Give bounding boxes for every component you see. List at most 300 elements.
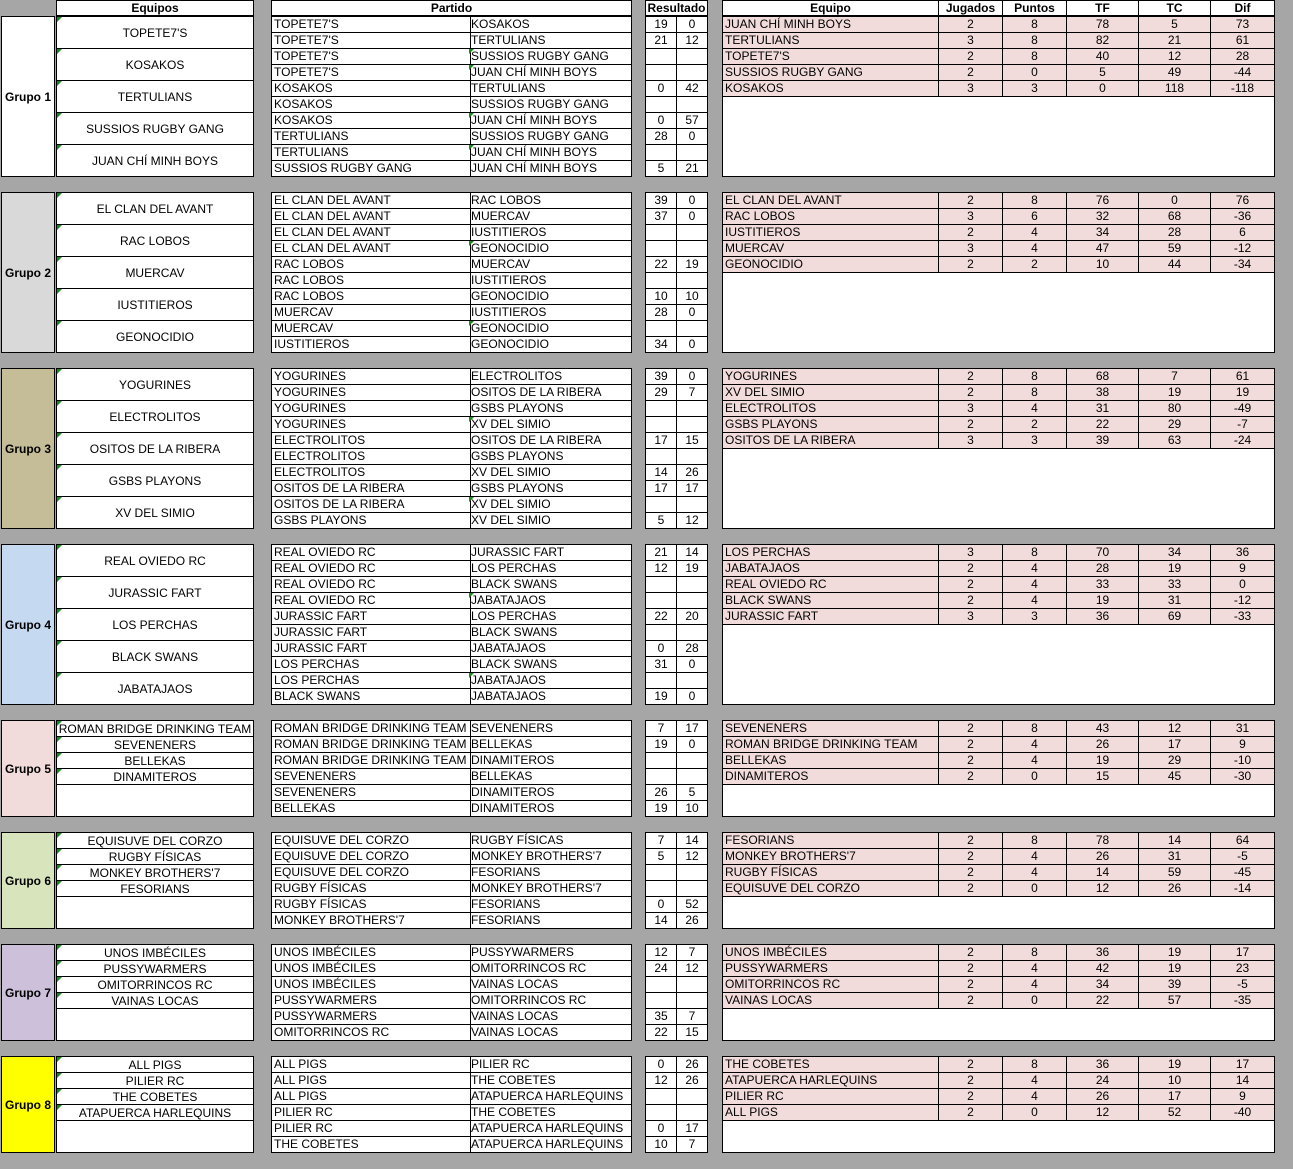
standing-tc[interactable]: 69	[1139, 609, 1211, 624]
standing-j[interactable]: 2	[939, 1073, 1003, 1088]
score-away[interactable]	[677, 273, 707, 288]
match-team-home[interactable]: EQUISUVE DEL CORZO	[272, 865, 471, 880]
standing-p[interactable]: 3	[1003, 433, 1067, 448]
score-away[interactable]: 52	[685, 897, 699, 911]
standing-j[interactable]: 2	[939, 753, 1003, 768]
team-cell[interactable]: UNOS IMBÉCILES	[56, 944, 254, 961]
standing-team[interactable]: GSBS PLAYONS	[723, 417, 939, 432]
team-cell[interactable]: OSITOS DE LA RIBERA	[56, 432, 254, 465]
match-team-away[interactable]: DINAMITEROS	[471, 753, 555, 767]
score-away[interactable]: 12	[685, 961, 699, 975]
team-cell[interactable]: ELECTROLITOS	[56, 400, 254, 433]
score-away[interactable]: 12	[685, 33, 699, 47]
score-home[interactable]: 12	[646, 1073, 677, 1088]
standing-team[interactable]: ROMAN BRIDGE DRINKING TEAM	[723, 737, 939, 752]
standing-team[interactable]: LOS PERCHAS	[723, 545, 939, 560]
score-home[interactable]: 0	[646, 897, 677, 912]
standing-j[interactable]: 3	[939, 545, 1003, 560]
standing-team[interactable]: RUGBY FÍSICAS	[723, 865, 939, 880]
match-team-away[interactable]: PILIER RC	[471, 1057, 530, 1071]
standing-tc[interactable]: 118	[1139, 81, 1211, 96]
score-away[interactable]: 7	[688, 945, 696, 959]
score-away[interactable]	[677, 145, 707, 160]
standing-tc[interactable]: 33	[1139, 577, 1211, 592]
standing-p[interactable]: 8	[1003, 945, 1067, 960]
match-team-home[interactable]: ELECTROLITOS	[272, 433, 471, 448]
score-away[interactable]: 0	[688, 689, 696, 703]
standing-tc[interactable]: 19	[1139, 1057, 1211, 1072]
score-away[interactable]: 7	[688, 1009, 696, 1023]
match-team-away[interactable]: GEONOCIDIO	[471, 289, 550, 303]
match-team-home[interactable]: IUSTITIEROS	[272, 337, 471, 352]
standing-team[interactable]: ATAPUERCA HARLEQUINS	[723, 1073, 939, 1088]
standing-p[interactable]: 0	[1003, 881, 1067, 896]
match-team-away[interactable]: SUSSIOS RUGBY GANG	[471, 97, 609, 111]
score-away[interactable]: 12	[685, 513, 699, 527]
match-team-home[interactable]: SEVENENERS	[272, 769, 471, 784]
score-home[interactable]: 7	[646, 721, 677, 736]
match-team-home[interactable]: RAC LOBOS	[272, 257, 471, 272]
match-team-home[interactable]: EL CLAN DEL AVANT	[272, 241, 471, 256]
team-cell[interactable]: THE COBETES	[56, 1088, 254, 1105]
match-team-away[interactable]: IUSTITIEROS	[471, 273, 547, 287]
team-cell[interactable]: VAINAS LOCAS	[56, 992, 254, 1009]
standing-tf[interactable]: 15	[1067, 769, 1139, 784]
standing-dif[interactable]: -7	[1237, 417, 1248, 431]
standing-team[interactable]: EL CLAN DEL AVANT	[723, 193, 939, 208]
score-home[interactable]	[646, 417, 677, 432]
standing-dif[interactable]: -44	[1233, 65, 1252, 79]
score-home[interactable]: 24	[646, 961, 677, 976]
standing-dif[interactable]: 61	[1235, 369, 1250, 383]
match-team-home[interactable]: LOS PERCHAS	[272, 673, 471, 688]
standing-p[interactable]: 3	[1003, 609, 1067, 624]
standing-dif[interactable]: 36	[1235, 545, 1250, 559]
standing-j[interactable]: 2	[939, 993, 1003, 1008]
standing-tf[interactable]: 68	[1067, 369, 1139, 384]
standing-tc[interactable]: 21	[1139, 33, 1211, 48]
score-home[interactable]: 0	[646, 81, 677, 96]
team-cell[interactable]: BLACK SWANS	[56, 640, 254, 673]
score-away[interactable]: 15	[685, 1025, 699, 1039]
standing-p[interactable]: 4	[1003, 961, 1067, 976]
match-team-away[interactable]: SUSSIOS RUGBY GANG	[471, 129, 609, 143]
score-home[interactable]	[646, 1089, 677, 1104]
match-team-home[interactable]: PUSSYWARMERS	[272, 1009, 471, 1024]
score-away[interactable]	[677, 225, 707, 240]
match-team-home[interactable]: GSBS PLAYONS	[272, 513, 471, 528]
standing-tf[interactable]: 42	[1067, 961, 1139, 976]
match-team-home[interactable]: LOS PERCHAS	[272, 657, 471, 672]
score-away[interactable]: 15	[685, 433, 699, 447]
score-home[interactable]: 0	[646, 113, 677, 128]
standing-p[interactable]: 8	[1003, 721, 1067, 736]
match-team-away[interactable]: DINAMITEROS	[471, 785, 555, 799]
standing-team[interactable]: PILIER RC	[723, 1089, 939, 1104]
standing-tc[interactable]: 14	[1139, 833, 1211, 848]
standing-team[interactable]: ALL PIGS	[723, 1105, 939, 1120]
match-team-away[interactable]: OSITOS DE LA RIBERA	[471, 433, 602, 447]
standing-p[interactable]: 8	[1003, 49, 1067, 64]
standing-dif[interactable]: 6	[1239, 225, 1246, 239]
score-home[interactable]	[646, 753, 677, 768]
match-team-home[interactable]: KOSAKOS	[272, 113, 471, 128]
match-team-away[interactable]: TERTULIANS	[471, 81, 546, 95]
standing-tf[interactable]: 12	[1067, 1105, 1139, 1120]
standing-j[interactable]: 2	[939, 977, 1003, 992]
match-team-away[interactable]: BLACK SWANS	[471, 625, 558, 639]
standing-team[interactable]: BELLEKAS	[723, 753, 939, 768]
standing-dif[interactable]: 0	[1239, 577, 1246, 591]
score-away[interactable]	[677, 1105, 707, 1120]
team-cell[interactable]: SEVENENERS	[56, 736, 254, 753]
match-team-away[interactable]: RUGBY FÍSICAS	[471, 833, 564, 847]
standing-j[interactable]: 2	[939, 737, 1003, 752]
standing-p[interactable]: 4	[1003, 1089, 1067, 1104]
match-team-home[interactable]: EL CLAN DEL AVANT	[272, 193, 471, 208]
standing-p[interactable]: 0	[1003, 1105, 1067, 1120]
match-team-away[interactable]: LOS PERCHAS	[471, 561, 557, 575]
match-team-away[interactable]: BLACK SWANS	[471, 657, 558, 671]
team-cell[interactable]: RUGBY FÍSICAS	[56, 848, 254, 865]
standing-j[interactable]: 2	[939, 385, 1003, 400]
score-away[interactable]: 21	[685, 161, 699, 175]
standing-team[interactable]: JUAN CHÍ MINH BOYS	[723, 17, 939, 32]
team-cell[interactable]: MUERCAV	[56, 256, 254, 289]
standing-j[interactable]: 2	[939, 769, 1003, 784]
score-home[interactable]	[646, 449, 677, 464]
match-team-away[interactable]: THE COBETES	[471, 1105, 556, 1119]
score-home[interactable]: 0	[646, 1057, 677, 1072]
standing-dif[interactable]: 9	[1239, 737, 1246, 751]
team-cell[interactable]: LOS PERCHAS	[56, 608, 254, 641]
match-team-home[interactable]: ELECTROLITOS	[272, 449, 471, 464]
match-team-home[interactable]: ROMAN BRIDGE DRINKING TEAM	[272, 753, 471, 768]
team-cell[interactable]: SUSSIOS RUGBY GANG	[56, 112, 254, 145]
standing-dif[interactable]: -30	[1233, 769, 1252, 783]
standing-dif[interactable]: 9	[1239, 561, 1246, 575]
standing-p[interactable]: 0	[1003, 993, 1067, 1008]
score-home[interactable]: 34	[646, 337, 677, 352]
score-away[interactable]: 28	[685, 641, 699, 655]
team-cell[interactable]: EL CLAN DEL AVANT	[56, 192, 254, 225]
standing-tc[interactable]: 5	[1139, 17, 1211, 32]
standing-tf[interactable]: 82	[1067, 33, 1139, 48]
match-team-home[interactable]: ROMAN BRIDGE DRINKING TEAM	[272, 737, 471, 752]
score-home[interactable]: 5	[646, 513, 677, 528]
standing-dif[interactable]: -5	[1237, 977, 1248, 991]
standing-j[interactable]: 2	[939, 577, 1003, 592]
score-away[interactable]: 7	[688, 1137, 696, 1151]
score-away[interactable]: 0	[688, 305, 696, 319]
match-team-away[interactable]: JURASSIC FART	[471, 545, 565, 559]
standing-j[interactable]: 2	[939, 561, 1003, 576]
team-cell[interactable]: PUSSYWARMERS	[56, 960, 254, 977]
match-team-away[interactable]: SUSSIOS RUGBY GANG	[469, 49, 632, 64]
score-home[interactable]	[646, 673, 677, 688]
team-cell[interactable]: TOPETE7'S	[56, 16, 254, 49]
standing-dif[interactable]: -40	[1233, 1105, 1252, 1119]
score-home[interactable]	[646, 321, 677, 336]
standing-p[interactable]: 2	[1003, 257, 1067, 272]
match-team-home[interactable]: SEVENENERS	[272, 785, 471, 800]
standing-tf[interactable]: 78	[1067, 833, 1139, 848]
match-team-home[interactable]: MUERCAV	[272, 305, 471, 320]
standing-tf[interactable]: 0	[1067, 81, 1139, 96]
score-away[interactable]	[677, 417, 707, 432]
match-team-away[interactable]: IUSTITIEROS	[471, 225, 547, 239]
match-team-away[interactable]: JUAN CHÍ MINH BOYS	[469, 113, 632, 128]
standing-dif[interactable]: 19	[1235, 385, 1250, 399]
standing-tc[interactable]: 19	[1139, 385, 1211, 400]
standing-tc[interactable]: 80	[1139, 401, 1211, 416]
match-team-home[interactable]: TOPETE7'S	[272, 33, 471, 48]
score-away[interactable]: 10	[685, 289, 699, 303]
match-team-away[interactable]: MONKEY BROTHERS'7	[471, 849, 602, 863]
standing-tf[interactable]: 34	[1067, 977, 1139, 992]
standing-tc[interactable]: 28	[1139, 225, 1211, 240]
match-team-home[interactable]: ALL PIGS	[272, 1073, 471, 1088]
standing-tf[interactable]: 32	[1067, 209, 1139, 224]
score-away[interactable]: 0	[688, 193, 696, 207]
team-cell[interactable]: DINAMITEROS	[56, 768, 254, 785]
team-cell[interactable]: OMITORRINCOS RC	[56, 976, 254, 993]
standing-tf[interactable]: 26	[1067, 849, 1139, 864]
match-team-home[interactable]: JURASSIC FART	[272, 641, 471, 656]
standing-tc[interactable]: 17	[1139, 1089, 1211, 1104]
match-team-home[interactable]: UNOS IMBÉCILES	[272, 977, 471, 992]
standing-p[interactable]: 4	[1003, 561, 1067, 576]
team-cell[interactable]: ATAPUERCA HARLEQUINS	[56, 1104, 254, 1121]
match-team-home[interactable]: MUERCAV	[272, 321, 471, 336]
standing-p[interactable]: 4	[1003, 577, 1067, 592]
match-team-away[interactable]: LOS PERCHAS	[471, 609, 557, 623]
score-home[interactable]: 19	[646, 801, 677, 816]
match-team-home[interactable]: ELECTROLITOS	[272, 465, 471, 480]
standing-tc[interactable]: 19	[1139, 561, 1211, 576]
match-team-away[interactable]: MONKEY BROTHERS'7	[471, 881, 602, 895]
score-home[interactable]	[646, 145, 677, 160]
standing-team[interactable]: PUSSYWARMERS	[723, 961, 939, 976]
standing-tf[interactable]: 36	[1067, 945, 1139, 960]
score-home[interactable]	[646, 625, 677, 640]
score-home[interactable]: 10	[646, 289, 677, 304]
standing-j[interactable]: 2	[939, 881, 1003, 896]
score-away[interactable]: 42	[685, 81, 699, 95]
standing-p[interactable]: 8	[1003, 545, 1067, 560]
standing-dif[interactable]: 73	[1235, 17, 1250, 31]
match-team-away[interactable]: VAINAS LOCAS	[471, 1009, 559, 1023]
score-home[interactable]: 21	[646, 545, 677, 560]
standing-j[interactable]: 3	[939, 81, 1003, 96]
score-away[interactable]: 0	[688, 209, 696, 223]
score-away[interactable]: 7	[688, 385, 696, 399]
score-home[interactable]	[646, 401, 677, 416]
match-team-home[interactable]: ALL PIGS	[272, 1057, 471, 1072]
score-home[interactable]: 22	[646, 1025, 677, 1040]
standing-dif[interactable]: -14	[1233, 881, 1252, 895]
score-home[interactable]	[646, 65, 677, 80]
score-home[interactable]: 28	[646, 129, 677, 144]
team-cell[interactable]: TERTULIANS	[56, 80, 254, 113]
score-away[interactable]: 19	[685, 257, 699, 271]
match-team-away[interactable]: BLACK SWANS	[471, 577, 558, 591]
match-team-home[interactable]: UNOS IMBÉCILES	[272, 961, 471, 976]
score-away[interactable]	[677, 593, 707, 608]
standing-team[interactable]: SEVENENERS	[723, 721, 939, 736]
match-team-home[interactable]: REAL OVIEDO RC	[272, 593, 471, 608]
score-away[interactable]: 26	[685, 1057, 699, 1071]
standing-team[interactable]: MONKEY BROTHERS'7	[723, 849, 939, 864]
score-away[interactable]	[677, 65, 707, 80]
score-home[interactable]	[646, 49, 677, 64]
score-home[interactable]: 22	[646, 609, 677, 624]
standing-tc[interactable]: 19	[1139, 945, 1211, 960]
match-team-away[interactable]: VAINAS LOCAS	[471, 1025, 559, 1039]
standing-tf[interactable]: 26	[1067, 737, 1139, 752]
score-away[interactable]	[677, 769, 707, 784]
match-team-home[interactable]: ROMAN BRIDGE DRINKING TEAM	[272, 721, 471, 736]
standing-tf[interactable]: 47	[1067, 241, 1139, 256]
match-team-home[interactable]: YOGURINES	[272, 401, 471, 416]
score-home[interactable]: 28	[646, 305, 677, 320]
team-cell[interactable]: JURASSIC FART	[56, 576, 254, 609]
standing-dif[interactable]: -35	[1233, 993, 1252, 1007]
standing-j[interactable]: 3	[939, 401, 1003, 416]
match-team-home[interactable]: TERTULIANS	[272, 129, 471, 144]
score-away[interactable]: 17	[685, 721, 699, 735]
team-cell[interactable]: YOGURINES	[56, 368, 254, 401]
standing-dif[interactable]: 17	[1235, 945, 1250, 959]
standing-p[interactable]: 4	[1003, 225, 1067, 240]
standing-team[interactable]: FESORIANS	[723, 833, 939, 848]
score-away[interactable]: 0	[688, 657, 696, 671]
match-team-away[interactable]: OMITORRINCOS RC	[471, 993, 587, 1007]
standing-team[interactable]: VAINAS LOCAS	[723, 993, 939, 1008]
match-team-home[interactable]: YOGURINES	[272, 385, 471, 400]
score-home[interactable]	[646, 497, 677, 512]
score-away[interactable]: 17	[685, 1121, 699, 1135]
standing-tc[interactable]: 59	[1139, 241, 1211, 256]
standing-tf[interactable]: 40	[1067, 49, 1139, 64]
score-home[interactable]	[646, 977, 677, 992]
standing-j[interactable]: 2	[939, 945, 1003, 960]
standing-tc[interactable]: 63	[1139, 433, 1211, 448]
score-home[interactable]: 19	[646, 737, 677, 752]
standing-dif[interactable]: -33	[1233, 609, 1252, 623]
match-team-home[interactable]: RUGBY FÍSICAS	[272, 897, 471, 912]
score-away[interactable]	[677, 497, 707, 512]
standing-j[interactable]: 2	[939, 1057, 1003, 1072]
standing-team[interactable]: YOGURINES	[723, 369, 939, 384]
standing-dif[interactable]: 14	[1235, 1073, 1250, 1087]
standing-dif[interactable]: 76	[1235, 193, 1250, 207]
match-team-home[interactable]: TOPETE7'S	[272, 17, 471, 32]
standing-tf[interactable]: 31	[1067, 401, 1139, 416]
match-team-away[interactable]: ATAPUERCA HARLEQUINS	[471, 1121, 624, 1135]
standing-p[interactable]: 4	[1003, 401, 1067, 416]
score-home[interactable]: 39	[646, 193, 677, 208]
standing-p[interactable]: 4	[1003, 753, 1067, 768]
match-team-home[interactable]: JURASSIC FART	[272, 625, 471, 640]
standing-j[interactable]: 2	[939, 193, 1003, 208]
score-home[interactable]: 19	[646, 689, 677, 704]
standing-tf[interactable]: 24	[1067, 1073, 1139, 1088]
standing-p[interactable]: 4	[1003, 241, 1067, 256]
score-home[interactable]: 14	[646, 913, 677, 928]
standing-tf[interactable]: 34	[1067, 225, 1139, 240]
match-team-home[interactable]: RAC LOBOS	[272, 273, 471, 288]
match-team-away[interactable]: JABATAJAOS	[471, 689, 546, 703]
standing-dif[interactable]: -12	[1233, 593, 1252, 607]
standing-p[interactable]: 4	[1003, 1073, 1067, 1088]
match-team-home[interactable]: TOPETE7'S	[272, 65, 471, 80]
score-home[interactable]: 17	[646, 433, 677, 448]
standing-tc[interactable]: 7	[1139, 369, 1211, 384]
standing-tc[interactable]: 45	[1139, 769, 1211, 784]
standing-dif[interactable]: -10	[1233, 753, 1252, 767]
score-home[interactable]: 14	[646, 465, 677, 480]
score-home[interactable]: 26	[646, 785, 677, 800]
score-home[interactable]	[646, 273, 677, 288]
score-away[interactable]: 14	[685, 833, 699, 847]
standing-team[interactable]: REAL OVIEDO RC	[723, 577, 939, 592]
match-team-home[interactable]: PILIER RC	[272, 1121, 471, 1136]
score-home[interactable]: 5	[646, 161, 677, 176]
standing-tc[interactable]: 39	[1139, 977, 1211, 992]
team-cell[interactable]: GEONOCIDIO	[56, 320, 254, 353]
score-away[interactable]: 19	[685, 561, 699, 575]
standing-dif[interactable]: -12	[1233, 241, 1252, 255]
standing-tc[interactable]: 68	[1139, 209, 1211, 224]
match-team-away[interactable]: GSBS PLAYONS	[471, 481, 564, 495]
standing-tc[interactable]: 31	[1139, 593, 1211, 608]
standing-team[interactable]: XV DEL SIMIO	[723, 385, 939, 400]
standing-p[interactable]: 8	[1003, 833, 1067, 848]
standing-p[interactable]: 4	[1003, 593, 1067, 608]
standing-tf[interactable]: 33	[1067, 577, 1139, 592]
match-team-home[interactable]: EL CLAN DEL AVANT	[272, 209, 471, 224]
standing-p[interactable]: 4	[1003, 865, 1067, 880]
score-away[interactable]: 12	[685, 849, 699, 863]
standing-team[interactable]: MUERCAV	[723, 241, 939, 256]
score-home[interactable]	[646, 769, 677, 784]
team-cell[interactable]: KOSAKOS	[56, 48, 254, 81]
standing-dif[interactable]: -24	[1233, 433, 1252, 447]
match-team-home[interactable]: SUSSIOS RUGBY GANG	[272, 161, 471, 176]
standing-team[interactable]: UNOS IMBÉCILES	[723, 945, 939, 960]
standing-team[interactable]: GEONOCIDIO	[723, 257, 939, 272]
standing-p[interactable]: 6	[1003, 209, 1067, 224]
match-team-home[interactable]: YOGURINES	[272, 369, 471, 384]
standing-tc[interactable]: 12	[1139, 721, 1211, 736]
standing-tf[interactable]: 5	[1067, 65, 1139, 80]
match-team-home[interactable]: TERTULIANS	[272, 145, 471, 160]
standing-p[interactable]: 8	[1003, 17, 1067, 32]
standing-p[interactable]: 2	[1003, 417, 1067, 432]
score-away[interactable]	[677, 97, 707, 112]
standing-team[interactable]: EQUISUVE DEL CORZO	[723, 881, 939, 896]
standing-team[interactable]: SUSSIOS RUGBY GANG	[723, 65, 939, 80]
score-away[interactable]	[677, 241, 707, 256]
match-team-away[interactable]: XV DEL SIMIO	[469, 497, 632, 512]
score-away[interactable]: 10	[685, 801, 699, 815]
standing-tc[interactable]: 29	[1139, 753, 1211, 768]
standing-tc[interactable]: 52	[1139, 1105, 1211, 1120]
standing-tf[interactable]: 76	[1067, 193, 1139, 208]
match-team-away[interactable]: MUERCAV	[471, 209, 531, 223]
score-away[interactable]	[677, 321, 707, 336]
